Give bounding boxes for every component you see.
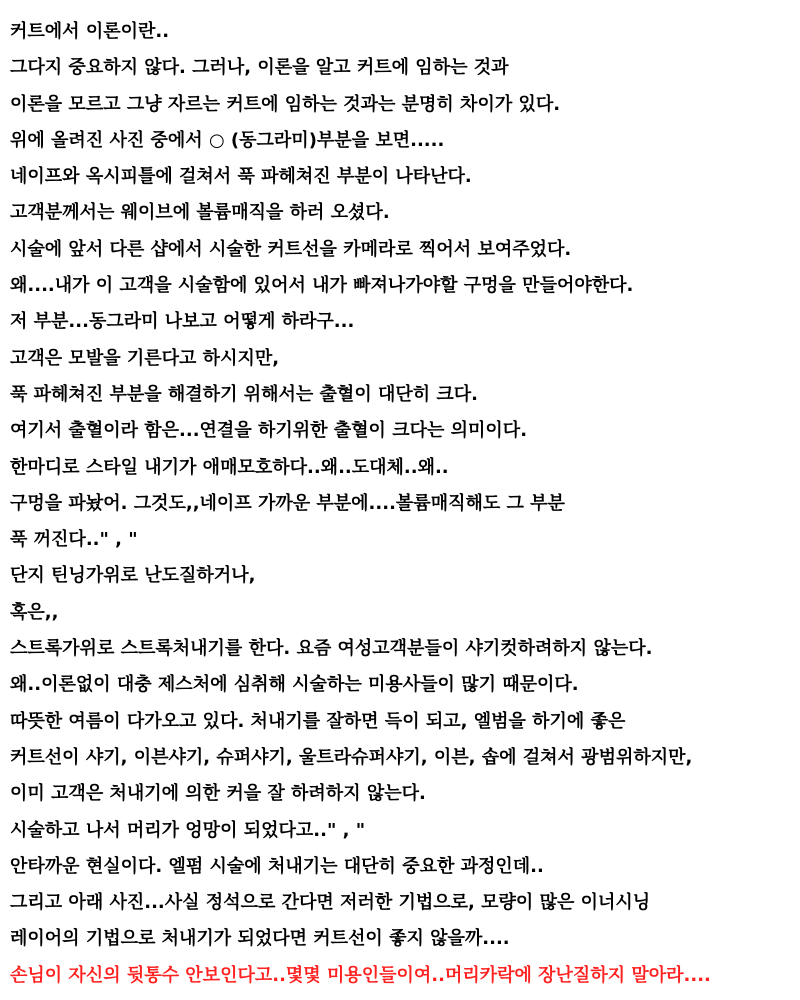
post-line: 고객은 모발을 기른다고 하시지만, xyxy=(10,347,280,369)
post-line: 시술하고 나서 머리가 엉망이 되었다고.." , " xyxy=(10,819,366,841)
post-line: 여기서 출혈이라 함은...연결을 하기위한 출혈이 크다는 의미이다. xyxy=(10,420,528,442)
post-line: 푹 꺼진다.." , " xyxy=(10,529,138,551)
post-line: 그다지 중요하지 않다. 그러나, 이론을 알고 커트에 임하는 것과 xyxy=(10,57,509,79)
post-line: 위에 올려진 사진 중에서 ○ (동그라미)부분을 보면..... xyxy=(10,129,445,151)
post-line: 단지 틴닝가위로 난도질하거나, xyxy=(10,565,256,587)
closing-warning: 손님이 자신의 뒷통수 안보인다고..몇몇 미용인들이여..머리카락에 장난질하지 말아라.... xyxy=(10,964,711,986)
post-line: 저 부분...동그라미 나보고 어떻게 하라구... xyxy=(10,311,355,333)
post-title: 커트에서 이론이란.. xyxy=(10,21,170,42)
post-body xyxy=(10,14,795,994)
post-line: 레이어의 기법으로 처내기가 되었다면 커트선이 좋지 않을까.... xyxy=(10,928,510,950)
post-line: 왜....내가 이 고객을 시술함에 있어서 내가 빠져나가야할 구멍을 만들어야한다. xyxy=(10,275,634,297)
post-line: 고객분께서는 웨이브에 볼륨매직을 하러 오셨다. xyxy=(10,202,390,224)
post-line: 이미 고객은 처내기에 의한 커을 잘 하려하지 않는다. xyxy=(10,783,426,805)
post-line: 그리고 아래 사진...사실 정석으로 간다면 저러한 기법으로, 모량이 많은 이너시닝 xyxy=(10,892,651,914)
post-line: 푹 파헤쳐진 부분을 해결하기 위해서는 출혈이 대단히 크다. xyxy=(10,383,479,405)
post-line: 스트록가위로 스트록처내기를 한다. 요즘 여성고객분들이 샤기컷하려하지 않는다. xyxy=(10,638,653,660)
post-line: 따뜻한 여름이 다가오고 있다. 처내기를 잘하면 득이 되고, 엘범을 하기에 좋은 xyxy=(10,710,626,732)
post-line: 왜..이론없이 대충 제스처에 심취해 시술하는 미용사들이 많기 때문이다. xyxy=(10,674,579,696)
post-line: 한마디로 스타일 내기가 애매모호하다..왜..도대체..왜.. xyxy=(10,456,449,478)
post-line: 커트선이 샤기, 이븐샤기, 슈퍼샤기, 울트라슈퍼샤기, 이븐, 솝에 걸쳐서 광범위하지만, xyxy=(10,746,693,768)
post-line: 안타까운 현실이다. 엘펌 시술에 처내기는 대단히 중요한 과정인데.. xyxy=(10,855,544,877)
post-line: 구멍을 파놨어. 그것도,,네이프 가까운 부분에....볼륨매직해도 그 부분 xyxy=(10,492,565,514)
post-line: 네이프와 옥시피틀에 걸쳐서 푹 파헤쳐진 부분이 나타난다. xyxy=(10,166,472,188)
post-line: 혹은,, xyxy=(10,601,59,623)
post-line: 시술에 앞서 다른 샵에서 시술한 커트선을 카메라로 찍어서 보여주었다. xyxy=(10,238,572,260)
post-line: 이론을 모르고 그냥 자르는 커트에 임하는 것과는 분명히 차이가 있다. xyxy=(10,93,561,115)
